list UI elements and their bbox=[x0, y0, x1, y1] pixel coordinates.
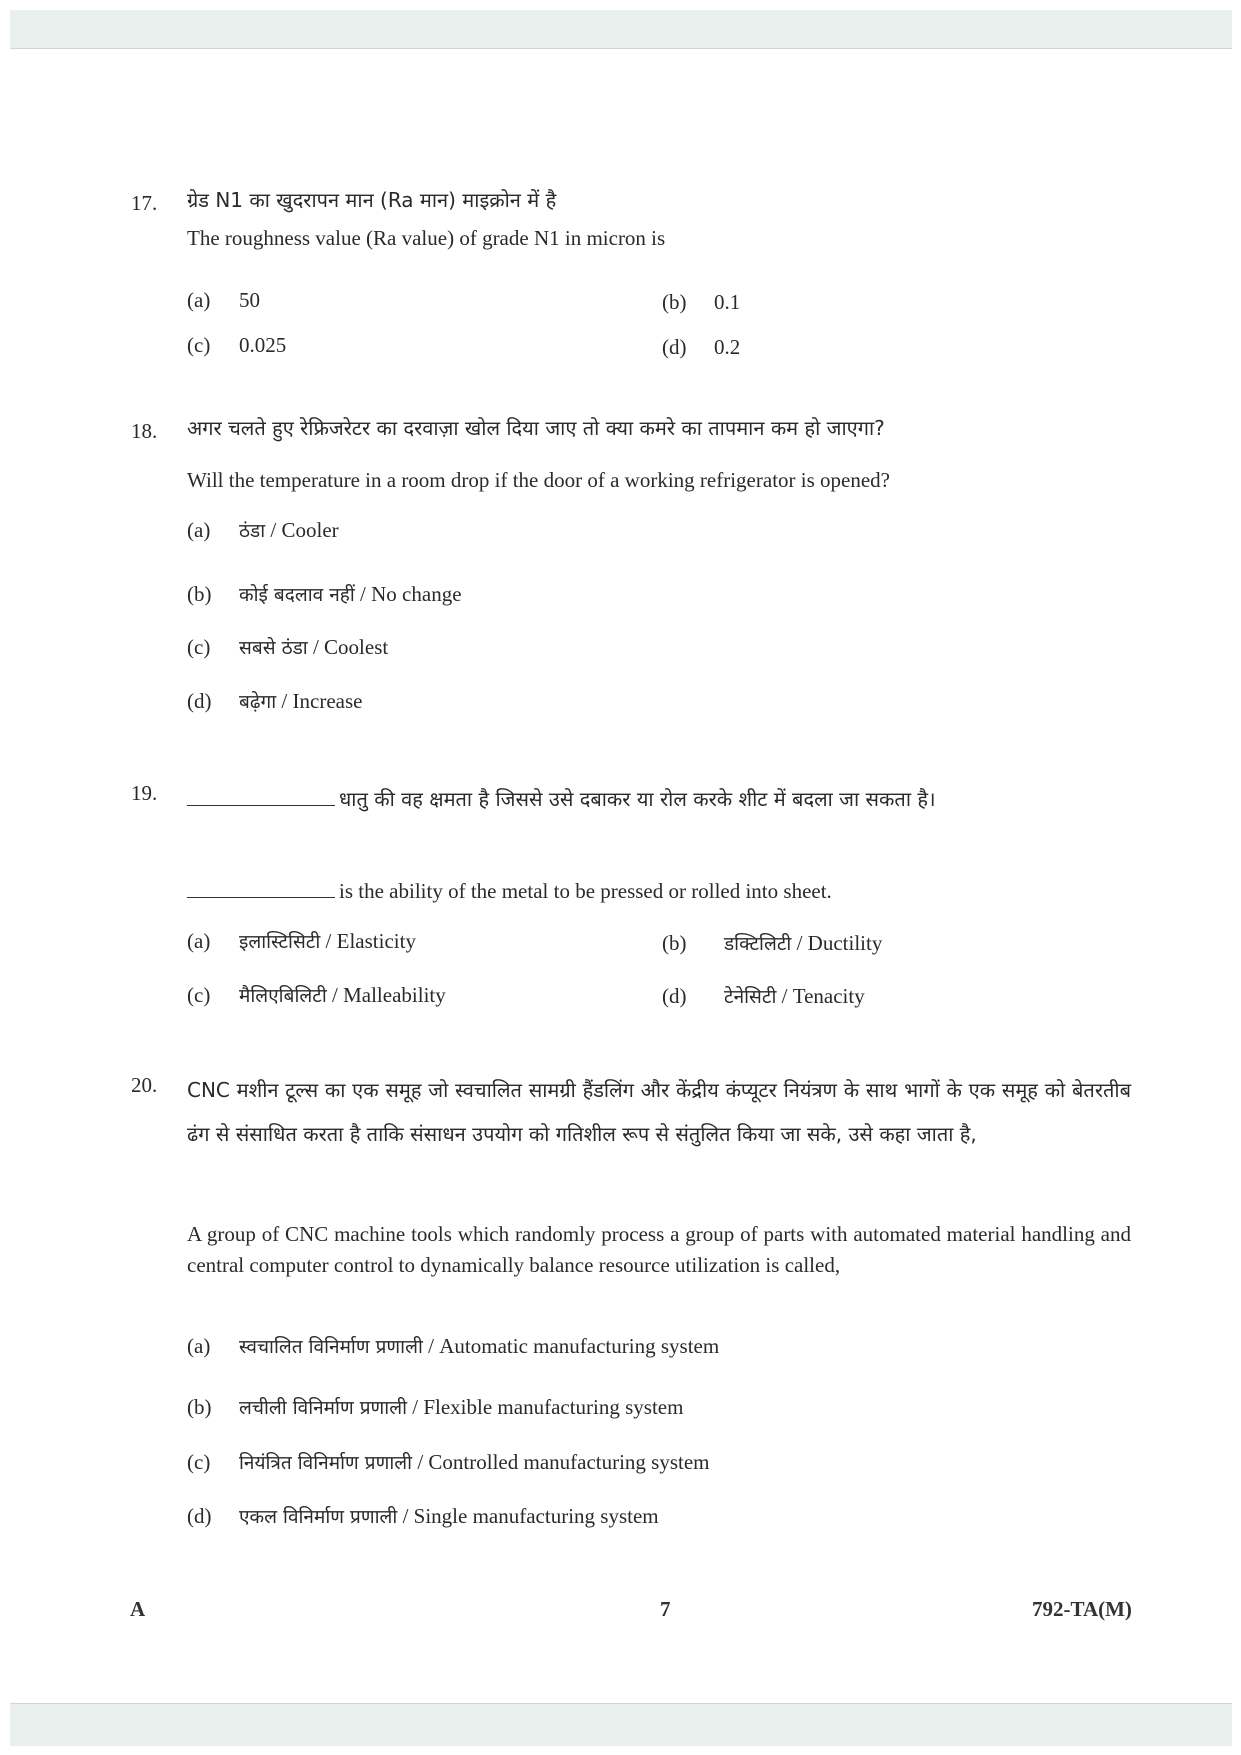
option-20-a[interactable] bbox=[187, 1333, 719, 1359]
option-separator: / bbox=[412, 1450, 429, 1474]
option-text-english: Malleability bbox=[343, 983, 446, 1007]
question-number: 19. bbox=[131, 781, 158, 805]
question-text-english: The roughness value (Ra value) of grade N1 in micron is bbox=[187, 226, 666, 250]
option-17-b[interactable] bbox=[662, 290, 740, 315]
question-text-hindi-content: धातु की वह क्षमता है जिससे उसे दबाकर या रोल करके शीट में बदला जा सकता है। bbox=[339, 787, 936, 811]
option-separator: / bbox=[354, 582, 372, 606]
fill-in-blank bbox=[187, 804, 335, 806]
option-text-english: Ductility bbox=[807, 931, 883, 955]
option-text: 0.025 bbox=[239, 333, 287, 357]
option-text-english: Coolest bbox=[324, 635, 389, 659]
option-label: (b) bbox=[662, 290, 687, 314]
option-text: 0.2 bbox=[714, 335, 741, 359]
question-text-english: Will the temperature in a room drop if the door of a working refrigerator is opened? bbox=[187, 468, 890, 492]
option-text-english: Cooler bbox=[281, 518, 339, 542]
question-text-hindi bbox=[187, 776, 1131, 823]
option-label: (b) bbox=[662, 931, 687, 955]
option-text-hindi: मैलिएबिलिटी bbox=[239, 985, 327, 1007]
question-text-hindi: अगर चलते हुए रेफ्रिजरेटर का दरवाज़ा खोल दिया जाए तो क्या कमरे का तापमान कम हो जाएगा? bbox=[187, 416, 885, 440]
option-text-english: Tenacity bbox=[792, 984, 865, 1008]
option-text-hindi: कोई बदलाव नहीं bbox=[239, 584, 355, 606]
option-text-hindi: टेनेसिटी bbox=[724, 986, 777, 1008]
option-label: (c) bbox=[187, 333, 211, 357]
option-separator: / bbox=[422, 1334, 440, 1358]
option-17-c[interactable] bbox=[187, 333, 286, 358]
option-text-english: Elasticity bbox=[336, 929, 416, 953]
option-label: (b) bbox=[187, 582, 212, 606]
option-17-d[interactable] bbox=[662, 335, 740, 360]
question-number: 17. bbox=[131, 191, 158, 215]
option-text-english: Flexible manufacturing system bbox=[423, 1395, 684, 1419]
option-separator: / bbox=[326, 983, 344, 1007]
option-18-d[interactable] bbox=[187, 688, 362, 714]
option-label: (a) bbox=[187, 288, 211, 312]
footer-series: A bbox=[130, 1597, 146, 1621]
option-text-hindi: इलास्टिसिटी bbox=[239, 931, 321, 953]
option-text-english: Increase bbox=[292, 689, 363, 713]
question-text-english bbox=[187, 878, 1131, 904]
question-text-hindi: ग्रेड N1 का खुदरापन मान (Ra मान) माइक्रोन में है bbox=[187, 188, 557, 212]
option-label: (c) bbox=[187, 983, 211, 1007]
option-text-hindi: नियंत्रित विनिर्माण प्रणाली bbox=[239, 1452, 413, 1474]
option-label: (c) bbox=[187, 635, 211, 659]
option-separator: / bbox=[776, 984, 793, 1008]
option-19-c[interactable] bbox=[187, 982, 446, 1008]
footer-paper-code: 792-TA(M) bbox=[1032, 1597, 1132, 1621]
option-18-c[interactable] bbox=[187, 634, 388, 660]
option-18-b[interactable] bbox=[187, 581, 462, 607]
option-20-b[interactable] bbox=[187, 1394, 683, 1420]
option-18-a[interactable] bbox=[187, 517, 339, 543]
question-text-english-content: is the ability of the metal to be pressed or rolled into sheet. bbox=[339, 879, 832, 903]
question-text-hindi: CNC मशीन टूल्स का एक समूह जो स्वचालित सामग्री हैंडलिंग और केंद्रीय कंप्यूटर नियंत्रण के साथ भागों के एक समूह को बेतरतीब ढंग से संसाधित करता है ताकि संसाधन उपयोग को गतिशील रूप से संतुलित किया जा सके, उसे कहा जाता है, bbox=[187, 1078, 1131, 1146]
option-label: (d) bbox=[187, 1504, 212, 1528]
option-label: (d) bbox=[187, 689, 212, 713]
option-text: 50 bbox=[239, 288, 260, 312]
option-text-english: Automatic manufacturing system bbox=[439, 1334, 720, 1358]
option-label: (a) bbox=[187, 518, 211, 542]
option-17-a[interactable] bbox=[187, 288, 260, 313]
option-20-d[interactable] bbox=[187, 1503, 659, 1529]
option-separator: / bbox=[407, 1395, 424, 1419]
option-text-english: No change bbox=[371, 582, 462, 606]
option-text-hindi: बढ़ेगा bbox=[239, 691, 277, 713]
option-text-english: Single manufacturing system bbox=[413, 1504, 659, 1528]
question-number: 20. bbox=[131, 1073, 158, 1097]
option-19-d[interactable] bbox=[662, 983, 865, 1009]
option-label: (b) bbox=[187, 1395, 212, 1419]
footer-page-number: 7 bbox=[660, 1597, 671, 1621]
option-19-b[interactable] bbox=[662, 930, 882, 956]
option-separator: / bbox=[276, 689, 293, 713]
question-number: 18. bbox=[131, 419, 158, 443]
option-text-hindi: सबसे ठंडा bbox=[239, 637, 308, 659]
option-text-hindi: एकल विनिर्माण प्रणाली bbox=[239, 1506, 398, 1528]
option-text-english: Controlled manufacturing system bbox=[428, 1450, 710, 1474]
option-text-hindi: ठंडा bbox=[239, 520, 266, 542]
option-label: (d) bbox=[662, 335, 687, 359]
option-label: (d) bbox=[662, 984, 687, 1008]
option-text-hindi: लचीली विनिर्माण प्रणाली bbox=[239, 1397, 407, 1419]
fill-in-blank bbox=[187, 896, 335, 898]
option-text-hindi: डक्टिलिटी bbox=[724, 933, 792, 955]
scan-edge-bottom bbox=[10, 1703, 1232, 1746]
option-separator: / bbox=[320, 929, 337, 953]
question-text-english: A group of CNC machine tools which randomly process a group of parts with automated material handling and central computer control to dynamically balance resource utilization is called, bbox=[187, 1222, 1131, 1277]
option-label: (a) bbox=[187, 1334, 211, 1358]
option-label: (c) bbox=[187, 1450, 211, 1474]
option-text: 0.1 bbox=[714, 290, 741, 314]
option-20-c[interactable] bbox=[187, 1449, 710, 1475]
option-label: (a) bbox=[187, 929, 211, 953]
option-19-a[interactable] bbox=[187, 928, 416, 954]
option-separator: / bbox=[307, 635, 325, 659]
option-text-hindi: स्वचालित विनिर्माण प्रणाली bbox=[239, 1336, 423, 1358]
option-separator: / bbox=[265, 518, 282, 542]
option-separator: / bbox=[791, 931, 808, 955]
option-separator: / bbox=[397, 1504, 414, 1528]
